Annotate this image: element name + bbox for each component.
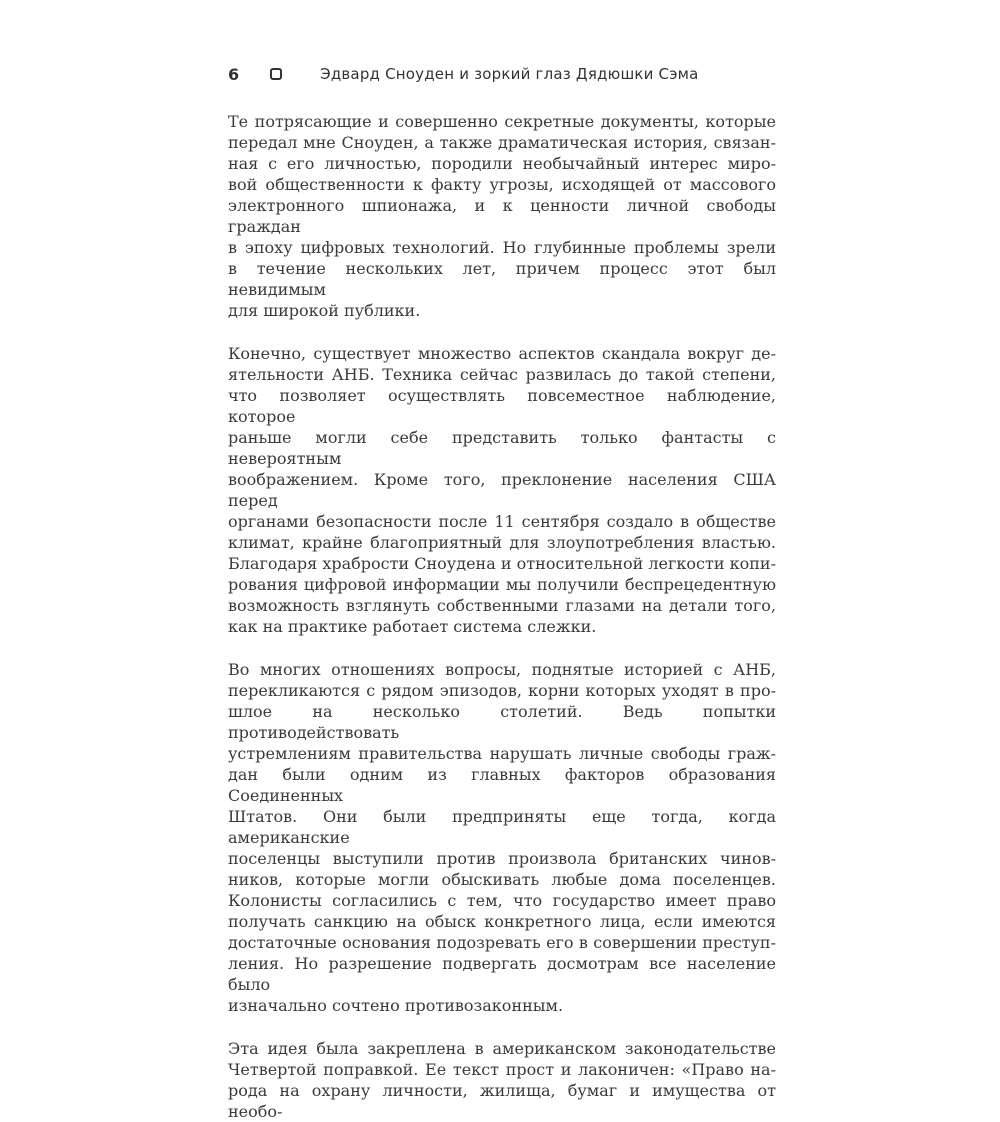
text-line: раньше могли себе представить только фантасты с невероятным [228,428,776,468]
text-line: воображением. Кроме того, преклонение населения США перед [228,470,776,510]
paragraph [228,343,776,637]
text-line: получать санкцию на обыск конкретного лица, если имеются [228,912,776,931]
text-line: Благодаря храбрости Сноудена и относительной легкости копи- [228,554,776,573]
text-line: как на практике работает система слежки. [228,617,597,636]
text-line: ная с его личностью, породили необычайный интерес миро- [228,154,776,173]
text-line: ления. Но разрешение подвергать досмотрам все население было [228,954,776,994]
text-line: вой общественности к факту угрозы, исходящей от массового [228,175,776,194]
text-line: для широкой публики. [228,301,421,320]
text-line: Штатов. Они были предприняты еще тогда, когда американские [228,807,776,847]
page-content [228,64,776,1122]
text-line: возможность взглянуть собственными глазами на детали того, [228,596,776,615]
running-title: Эдвард Сноуден и зоркий глаз Дядюшки Сэма [320,65,699,83]
paragraph [228,1038,776,1122]
text-line: Эта идея была закреплена в американском законодательстве [228,1039,776,1058]
paragraph [228,659,776,1016]
text-line: Те потрясающие и совершенно секретные документы, которые [228,112,776,131]
text-line: передал мне Сноуден, а также драматическая история, связан- [228,133,776,152]
text-line: достаточные основания подозревать его в совершении преступ- [228,933,776,952]
text-line: климат, крайне благоприятный для злоупотребления властью. [228,533,776,552]
text-line: Во многих отношениях вопросы, поднятые историей с АНБ, [228,660,776,679]
text-line: что позволяет осуществлять повсеместное наблюдение, которое [228,386,776,426]
text-line: электронного шпионажа, и к ценности личной свободы граждан [228,196,776,236]
running-header [228,64,776,84]
text-line: рода на охрану личности, жилища, бумаг и имущества от необо- [228,1081,776,1121]
text-line: дан были одним из главных факторов образования Соединенных [228,765,776,805]
text-line: перекликаются с рядом эпизодов, корни которых уходят в про- [228,681,776,700]
text-line: ятельности АНБ. Техника сейчас развилась до такой степени, [228,365,776,384]
square-outline-icon [270,68,282,80]
page-body [228,111,776,1122]
text-line: шлое на несколько столетий. Ведь попытки противодействовать [228,702,776,742]
text-line: изначально сочтено противозаконным. [228,996,564,1015]
text-line: в течение нескольких лет, причем процесс этот был невидимым [228,259,776,299]
text-line: Конечно, существует множество аспектов скандала вокруг де- [228,344,776,363]
text-line: Четвертой поправкой. Ее текст прост и лаконичен: «Право на- [228,1060,776,1079]
paragraph [228,111,776,321]
text-line: рования цифровой информации мы получили беспрецедентную [228,575,776,594]
text-line: устремлениям правительства нарушать личные свободы граж- [228,744,776,763]
page-number: 6 [228,64,240,84]
text-line: ников, которые могли обыскивать любые дома поселенцев. [228,870,776,889]
text-line: поселенцы выступили против произвола британских чинов- [228,849,776,868]
text-line: в эпоху цифровых технологий. Но глубинные проблемы зрели [228,238,776,257]
text-line: Колонисты согласились с тем, что государство имеет право [228,891,776,910]
text-line: органами безопасности после 11 сентября создало в обществе [228,512,776,531]
